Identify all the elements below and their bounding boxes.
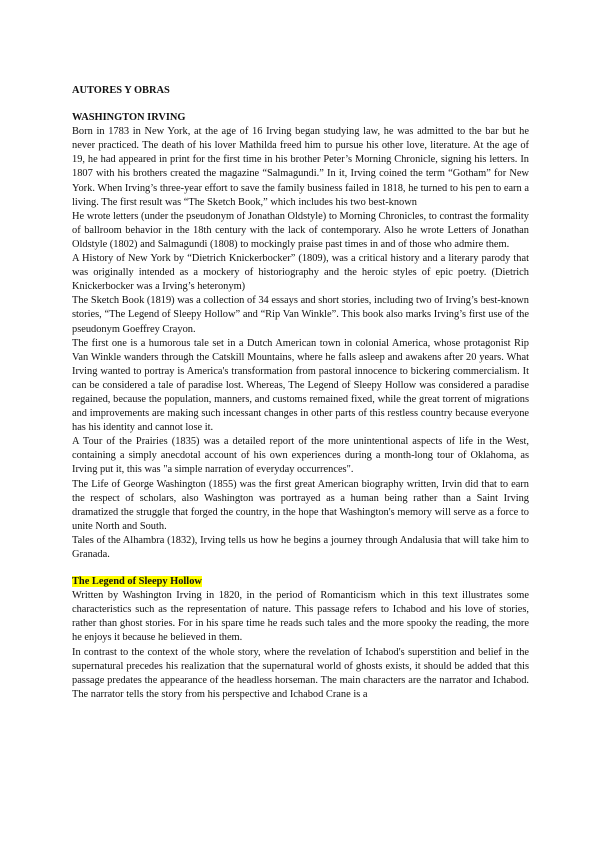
paragraph: Written by Washington Irving in 1820, in the period of Romanticism which in this text illustrates some characteristics such as the representation of nature. This passage refers to Ichabod and his love of stories, rather than ghost stories. For in his spare time he reads such tales and the more spooky the reading, the more he enjoys it because he believed in them. (72, 590, 529, 644)
document-body (72, 84, 529, 702)
paragraph: The Life of George Washington (1855) was the first great American biography written, Irvin did that to earn the respect of scholars, also Washington was portrayed as a human being rather than a Saint Irving dramatized the struggle that forged the country, in the hope that Washington's memory will serve as a force to unite North and South. (72, 478, 529, 532)
section-heading-sleepy-hollow (72, 575, 529, 589)
paragraph: A Tour of the Prairies (1835) was a detailed report of the more unintentional aspects of life in the West, containing a simply anecdotal account of his own experiences during a month-long tour of Oklahoma, as Irving put it, this was "a simple narration of everyday occurrences". (72, 436, 529, 476)
section-heading-washington-irving: WASHINGTON IRVING (72, 112, 186, 124)
paragraph: Tales of the Alhambra (1832), Irving tells us how he begins a journey through Andalusia that will take him to Granada. (72, 534, 529, 560)
highlighted-heading: The Legend of Sleepy Hollow (72, 576, 202, 588)
paragraph: The Sketch Book (1819) was a collection of 34 essays and short stories, including two of Irving’s best-known stories, “The Legend of Sleepy Hollow” and “Rip Van Winkle”. This book also marks Irving’s first use of the pseudonym Goeffrey Crayon. (72, 295, 529, 335)
document-title: AUTORES Y OBRAS (72, 85, 170, 96)
paragraph: Born in 1783 in New York, at the age of 16 Irving began studying law, he was admitted to the bar but he never practiced. The death of his lover Mathilda freed him to pursue his other love, literature. At the age of 19, he had appeared in print for the first time in his brother Peter’s Morning Chronicle, signing his letters. In 1807 with his brothers created the magazine “Salmagundi.” In it, Irving coined the term “Gotham” for New York. When Irving’s three-year effort to save the family business failed in 1818, he turned to his pen to earn a living. The first result was “The Sketch Book,” which includes his two best-known (72, 126, 529, 208)
paragraph: The first one is a humorous tale set in a Dutch American town in colonial America, whose protagonist Rip Van Winkle wanders through the Catskill Mountains, where he falls asleep and awakens after 20 years. What Irving wanted to portray is America's transformation from pastoral innocence to bickering commercialism. It can be considered a tale of paradise lost. Whereas, The Legend of Sleepy Hollow was considered a paradise regained, because the population, manners, and customs remained fixed, while the great torrent of migrations and improvements are making such incessant changes in other parts of this restless country because everyone has his identity and cannot lose it. (72, 337, 529, 434)
paragraph: In contrast to the context of the whole story, where the revelation of Ichabod's superstition and belief in the supernatural precedes his realization that the supernatural world of ghosts exists, it should be added that this passage predates the appearance of the headless horseman. The main characters are the narrator and Ichabod. The narrator tells the story from his perspective and Ichabod Crane is a (72, 646, 529, 700)
paragraph: A History of New York by “Dietrich Knickerbocker” (1809), was a critical history and a literary parody that was originally intended as a mockery of historiography and the heroic styles of epic poetry. (Dietrich Knickerbocker was a Irving’s heteronym) (72, 253, 529, 293)
section-spacer (72, 562, 529, 575)
paragraph: He wrote letters (under the pseudonym of Jonathan Oldstyle) to Morning Chronicles, to contrast the formality of ballroom behavior in the 18th century with the lack of contemporary. Also he wrote Letters of Jonathan Oldstyle (1802) and Salmagundi (1808) to mockingly praise past times in and of those who admire them. (72, 210, 529, 250)
